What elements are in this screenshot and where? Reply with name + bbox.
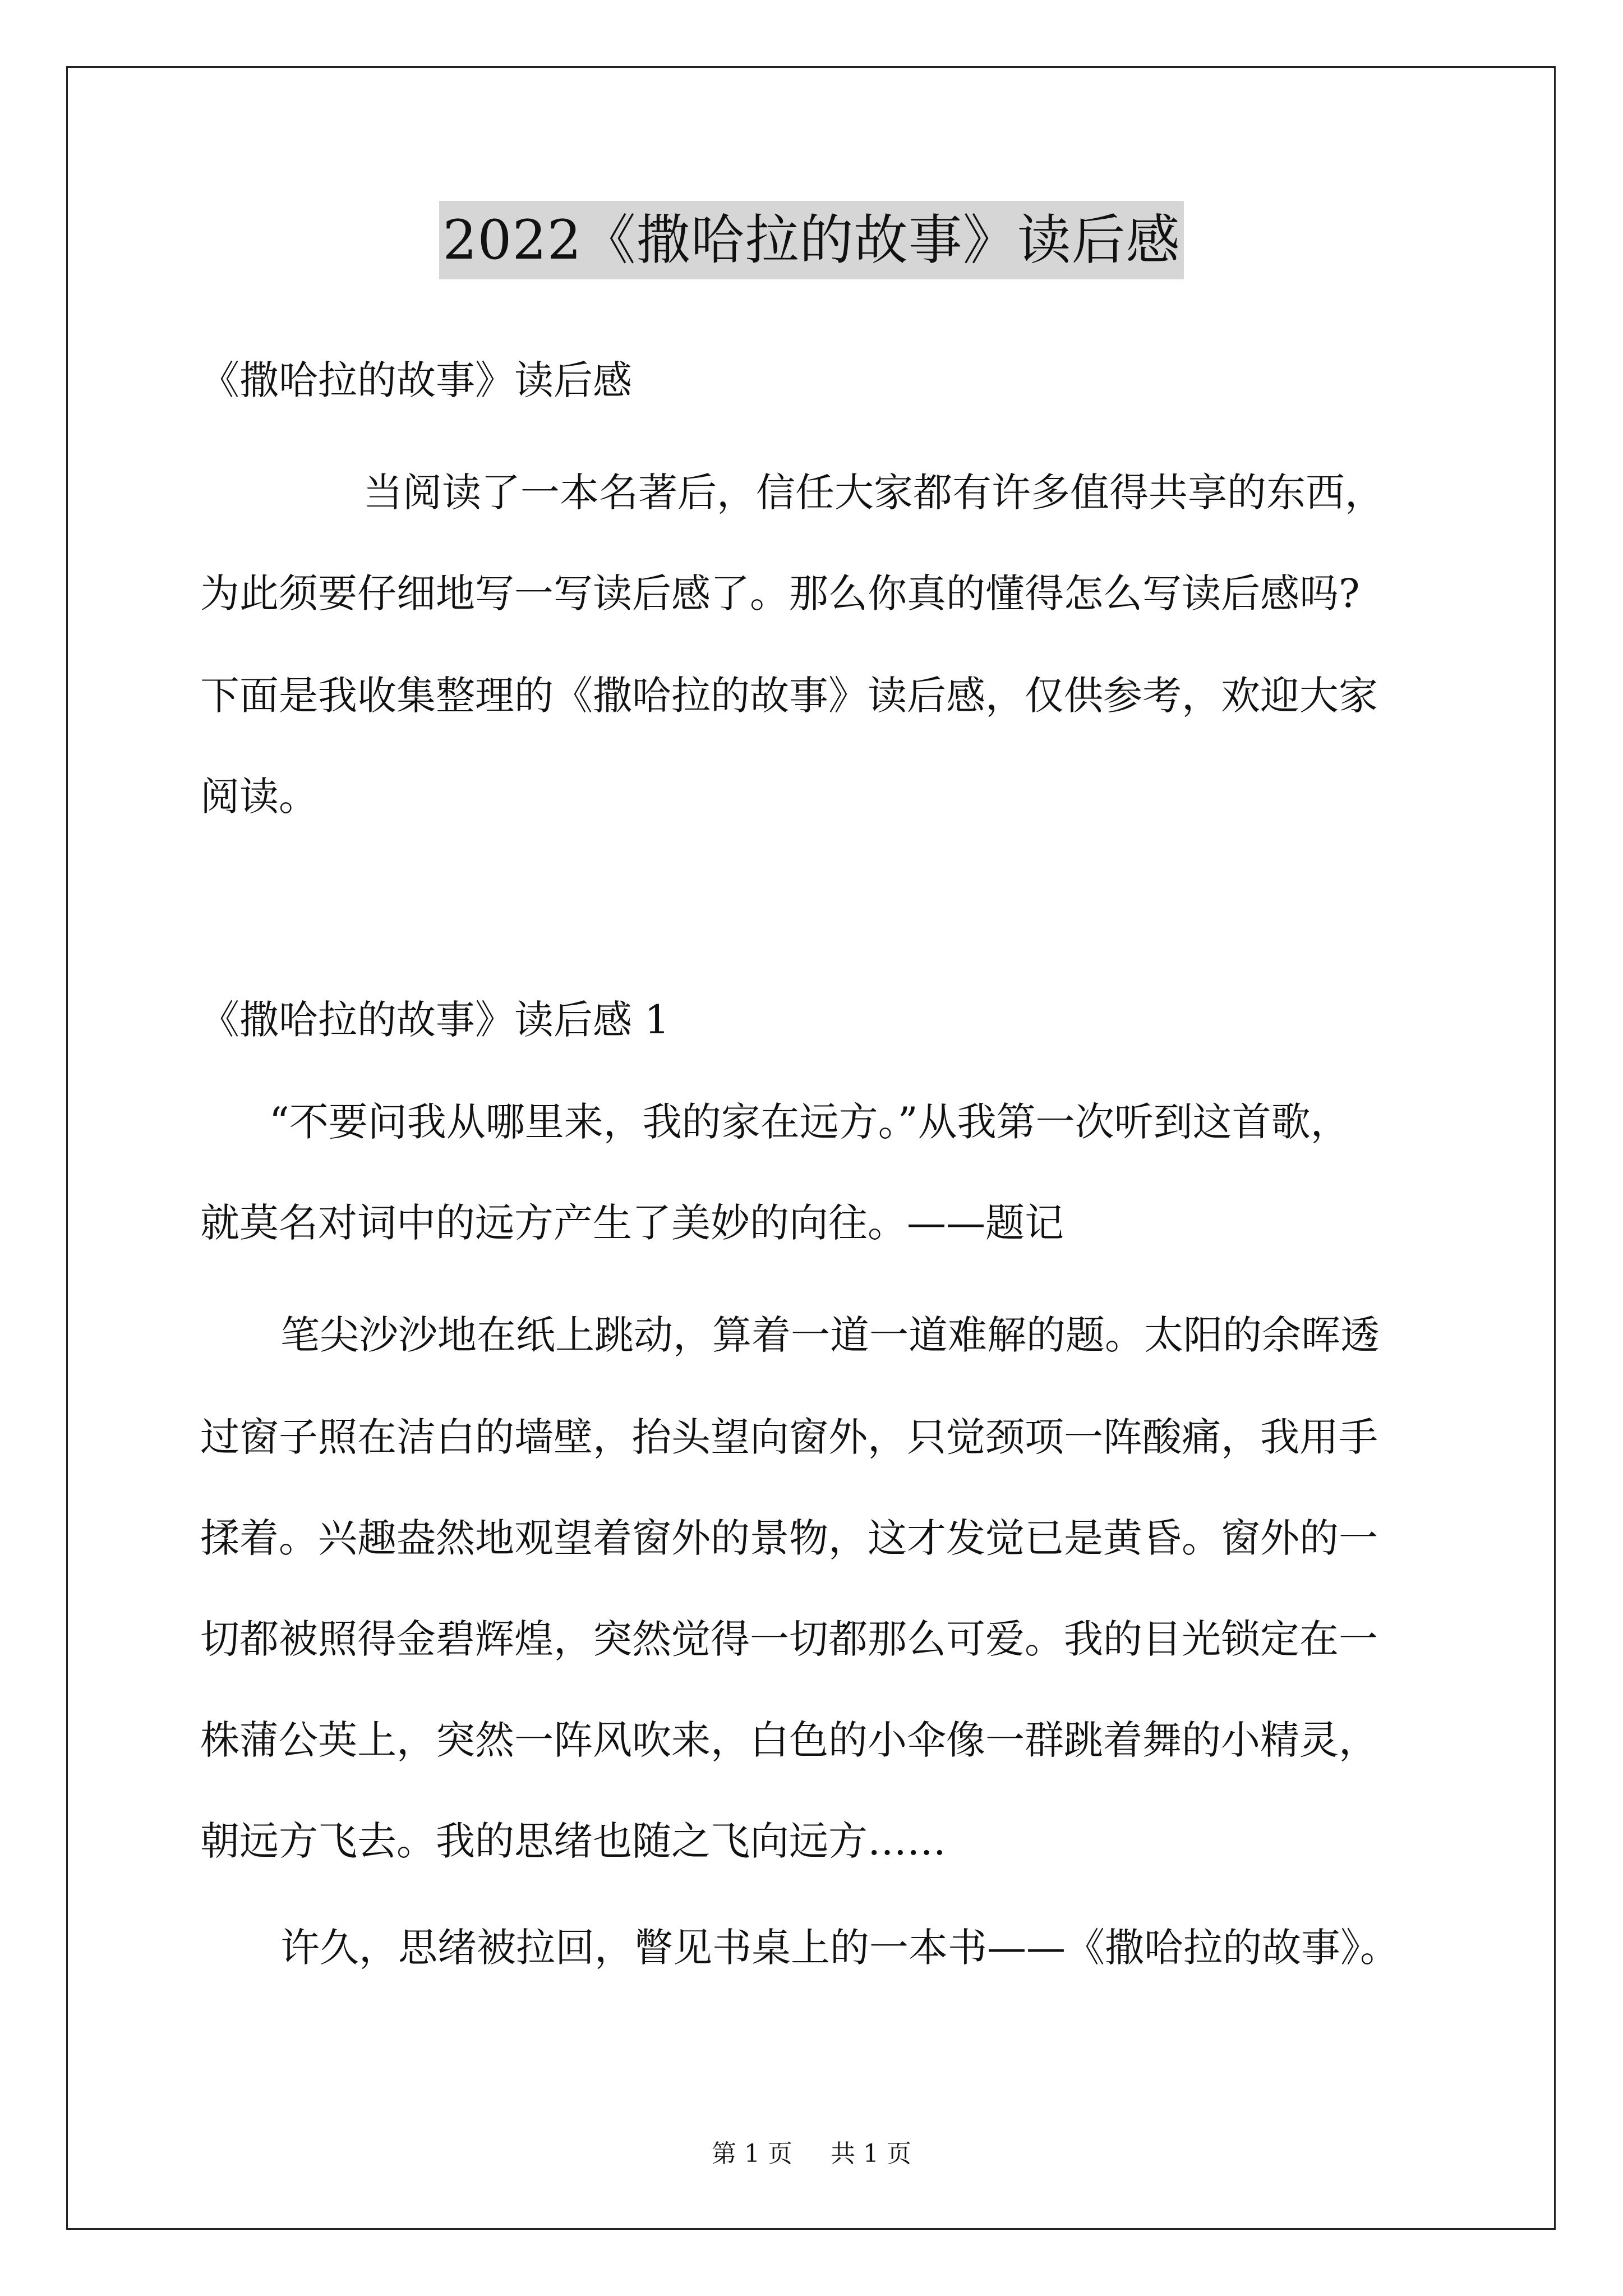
paragraph-line: 阅读。 — [200, 774, 318, 820]
page-total: 共 1 页 — [831, 2139, 911, 2168]
paragraph-line: 揉着。兴趣盎然地观望着窗外的景物，这才发觉已是黄昏。窗外的一 — [200, 1515, 1378, 1561]
paragraph-line: 切都被照得金碧辉煌，突然觉得一切都那么可爱。我的目光锁定在一 — [200, 1616, 1378, 1662]
paragraph-line: 朝远方飞去。我的思绪也随之飞向远方…… — [200, 1818, 946, 1864]
page-footer — [0, 2137, 1623, 2171]
section-heading: 《撒哈拉的故事》读后感 1 — [200, 997, 670, 1043]
paragraph-line: “不要问我从哪里来，我的家在远方。”从我第一次听到这首歌， — [269, 1099, 1350, 1145]
title-container — [0, 201, 1623, 279]
page-number: 第 1 页 — [712, 2139, 792, 2168]
document-title: 2022《撒哈拉的故事》读后感 — [439, 201, 1183, 279]
paragraph-line: 就莫名对词中的远方产生了美妙的向往。——题记 — [200, 1200, 1064, 1246]
paragraph-line: 当阅读了一本名著后，信任大家都有许多值得共享的东西， — [363, 470, 1384, 516]
paragraph-line: 过窗子照在洁白的墙壁，抬头望向窗外，只觉颈项一阵酸痛，我用手 — [200, 1414, 1378, 1460]
paragraph-line: 许久，思绪被拉回，瞥见书桌上的一本书——《撒哈拉的故事》。 — [280, 1925, 1399, 1971]
paragraph-line: 株蒲公英上，突然一阵风吹来，白色的小伞像一群跳着舞的小精灵， — [200, 1717, 1378, 1763]
paragraph-line: 笔尖沙沙地在纸上跳动，算着一道一道难解的题。太阳的余晖透 — [280, 1312, 1380, 1358]
paragraph-line: 为此须要仔细地写一写读后感了。那么你真的懂得怎么写读后感吗? — [200, 570, 1360, 616]
subtitle: 《撒哈拉的故事》读后感 — [200, 357, 632, 403]
paragraph-line: 下面是我收集整理的《撒哈拉的故事》读后感，仅供参考，欢迎大家 — [200, 673, 1378, 719]
